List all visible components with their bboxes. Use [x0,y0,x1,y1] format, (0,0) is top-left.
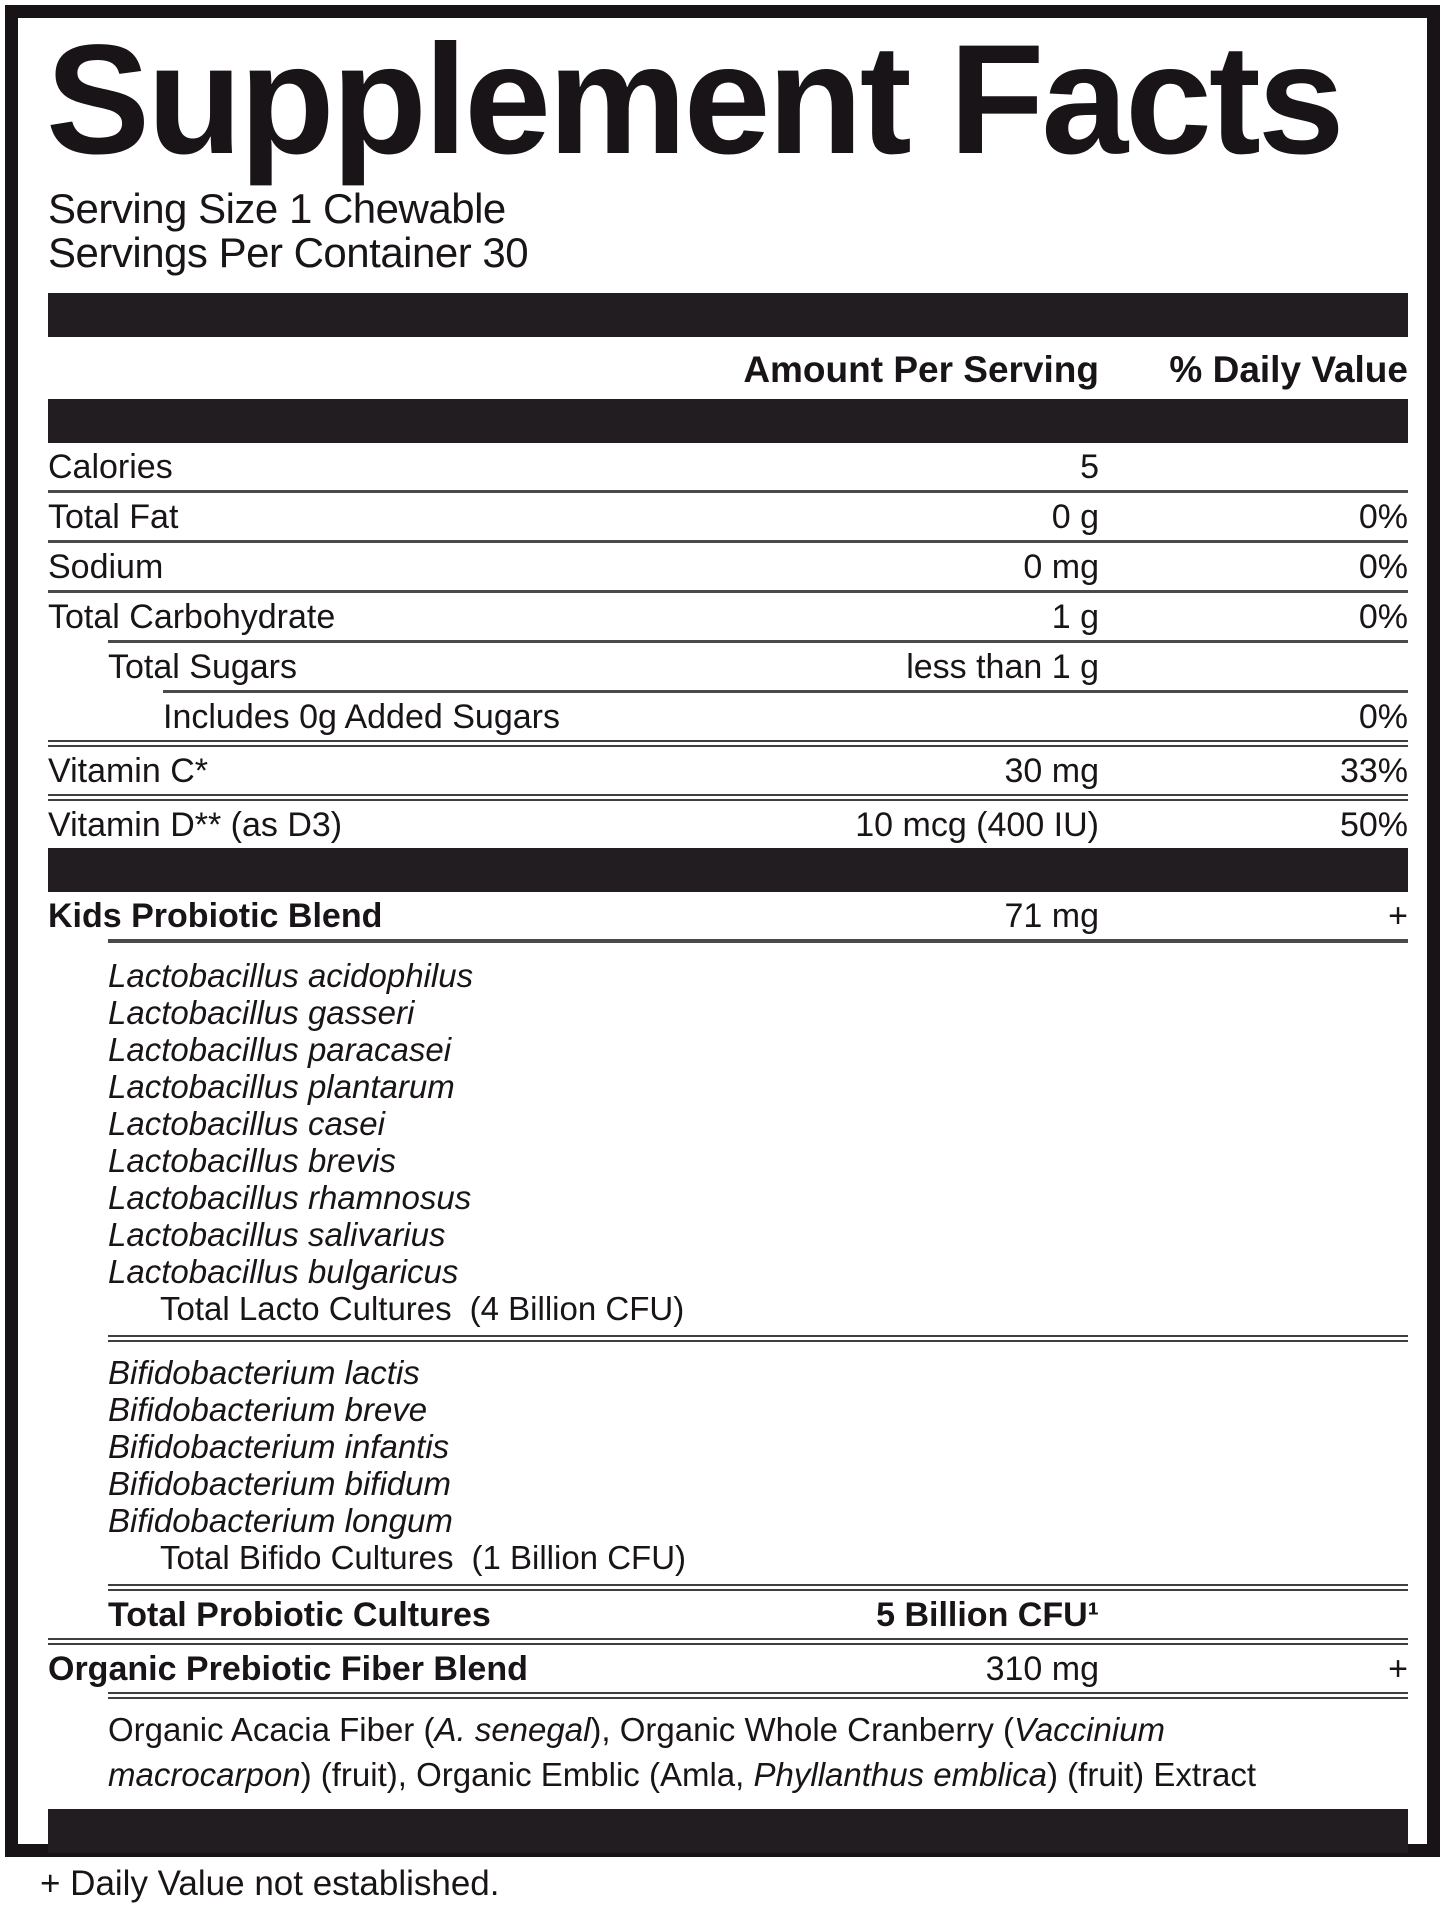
serving-info [48,184,1408,276]
daily-value-footnote: + Daily Value not established. [40,1863,500,1903]
nutrient-row-total-sugars: Total Sugars less than 1 g [108,640,1408,690]
serving-size: Serving Size 1 Chewable [48,184,506,232]
species-item: Bifidobacterium breve [108,1390,428,1428]
nutrient-row-total-fat: Total Fat 0 g 0% [48,490,1408,540]
prebiotic-description [108,1692,1408,1809]
divider-bar-probiotic [48,848,1408,892]
nutrient-row-calories: Calories 5 [48,447,1099,486]
divider-bar-bottom [48,1809,1408,1853]
species-item: Lactobacillus rhamnosus [108,1178,472,1216]
species-item: Bifidobacterium longum [108,1501,453,1539]
prebiotic-description-line: macrocarpon) (fruit), Organic Emblic (Amla, Phyllanthus emblica) (fruit) Extract [108,1755,1257,1793]
divider-bar-header [48,399,1408,443]
nutrient-row-total-carbohydrate: Total Carbohydrate 1 g 0% [48,590,1408,640]
total-bifido-cultures: Total Bifido Cultures (1 Billion CFU) [160,1538,687,1576]
species-item: Lactobacillus casei [108,1104,385,1142]
prebiotic-description-line: Organic Acacia Fiber (A. senegal), Organic Whole Cranberry (Vaccinium [108,1710,1166,1748]
species-item: Lactobacillus acidophilus [108,956,474,994]
species-item: Lactobacillus bulgaricus [108,1252,459,1290]
nutrient-row-added-sugars: Includes 0g Added Sugars 0% [163,690,1408,740]
species-item: Bifidobacterium infantis [108,1427,450,1465]
divider-bar-top [48,293,1408,337]
column-header-row [48,337,1408,399]
probiotic-blend-row: Kids Probiotic Blend 71 mg + [48,896,1408,935]
species-item: Bifidobacterium bifidum [108,1464,451,1502]
nutrient-row-vitamin-c: Vitamin C* 30 mg 33% [48,740,1408,794]
total-lacto-cultures: Total Lacto Cultures (4 Billion CFU) [160,1289,685,1327]
bifido-species-group [108,1335,1408,1584]
servings-per-container: Servings Per Container 30 [48,228,529,276]
species-item: Bifidobacterium lactis [108,1353,420,1391]
species-item: Lactobacillus plantarum [108,1067,455,1105]
species-item: Lactobacillus brevis [108,1141,396,1179]
label-content [18,13,1427,1905]
species-item: Lactobacillus paracasei [108,1030,452,1068]
lacto-species-group [108,939,1408,1335]
nutrient-row-vitamin-d: Vitamin D** (as D3) 10 mcg (400 IU) 50% [48,794,1408,848]
nutrient-row-sodium: Sodium 0 mg 0% [48,540,1408,590]
supplement-facts-label [5,5,1440,1903]
total-probiotic-cultures-row: Total Probiotic Cultures 5 Billion CFU¹ [108,1584,1408,1638]
amount-per-serving-header: Amount Per Serving [743,348,1099,390]
prebiotic-blend-row: Organic Prebiotic Fiber Blend 310 mg + [48,1638,1408,1692]
daily-value-header: % Daily Value [1169,348,1408,390]
label-title: Supplement Facts [46,13,1342,187]
species-item: Lactobacillus salivarius [108,1215,446,1253]
species-item: Lactobacillus gasseri [108,993,415,1031]
